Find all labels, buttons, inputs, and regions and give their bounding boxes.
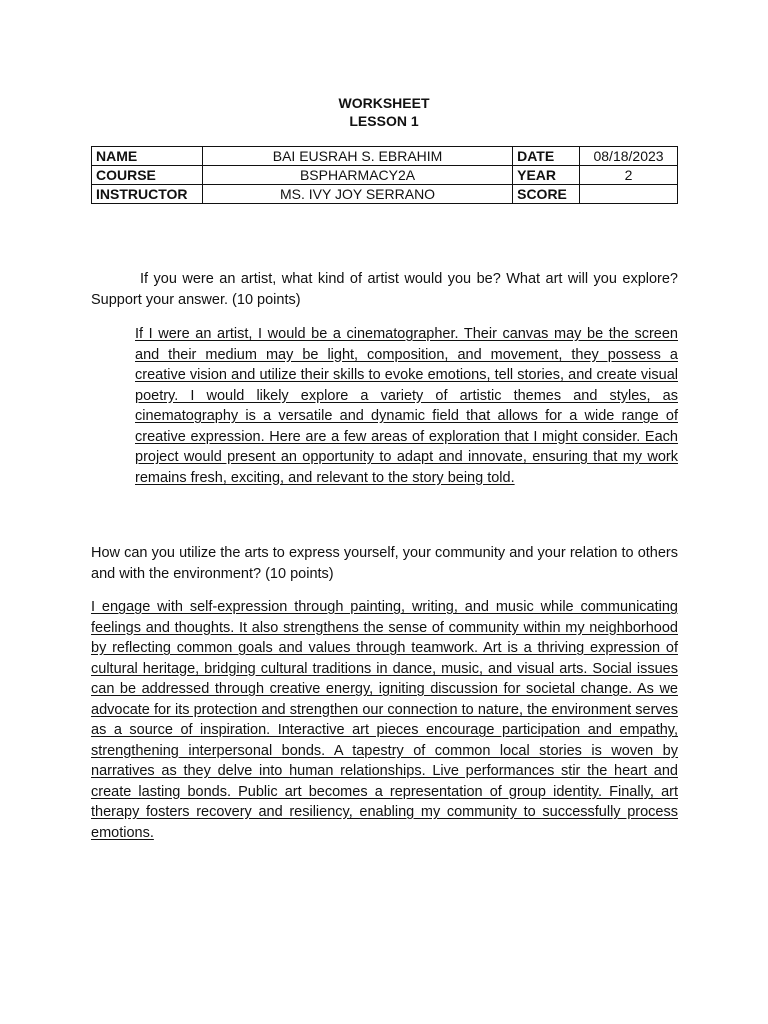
info-row-instructor [92, 185, 678, 204]
date-value: 08/18/2023 [580, 147, 678, 166]
question-1-prompt: If you were an artist, what kind of artist would you be? What art will you explore? Support your answer. (10 points) [91, 271, 678, 308]
worksheet-title [0, 94, 768, 130]
question-1-answer: If I were an artist, I would be a cinematographer. Their canvas may be the screen and their medium may be light, composition, and movement, they possess a creative vision and utilize their skills to evoke emotions, tell stories, and create visual poetry. I would likely explore a variety of artistic themes and styles, as cinematography is a versatile and dynamic field that allows for a wide range of creative expression. Here are a few areas of exploration that I might consider. Each project would present an opportunity to adapt and innovate, ensuring that my work remains fresh, exciting, and relevant to the story being told. [135, 326, 678, 486]
course-value: BSPHARMACY2A [202, 166, 512, 185]
question-2-prompt: How can you utilize the arts to express yourself, your community and your relation to others and with the environment? (10 points) [91, 545, 678, 582]
title-line-lesson: LESSON 1 [349, 113, 419, 129]
instructor-label: INSTRUCTOR [92, 185, 203, 204]
score-value [580, 185, 678, 204]
year-value: 2 [580, 166, 678, 185]
instructor-value: MS. IVY JOY SERRANO [202, 185, 512, 204]
name-value: BAI EUSRAH S. EBRAHIM [202, 147, 512, 166]
question-2-answer: I engage with self-expression through painting, writing, and music while communicating feelings and thoughts. It also strengthens the sense of community within my neighborhood by reflecting common goals and values through teamwork. Art is a thriving expression of cultural heritage, bridging cultural traditions in dance, music, and visual arts. Social issues can be addressed through creative energy, igniting discussion for societal change. As we advocate for its protection and strengthen our connection to nature, the environment serves as a source of inspiration. Interactive art pieces encourage participation and empathy, strengthening interpersonal bonds. A tapestry of common local stories is woven by narratives as they delve into human relationships. Live performances stir the heart and create lasting bonds. Public art becomes a representation of group identity. Finally, art therapy fosters recovery and resiliency, enabling my community to successfully process emotions. [91, 599, 678, 841]
date-label: DATE [513, 147, 580, 166]
year-label: YEAR [513, 166, 580, 185]
name-label: NAME [92, 147, 203, 166]
score-label: SCORE [513, 185, 580, 204]
info-row-course [92, 166, 678, 185]
title-line-worksheet: WORKSHEET [338, 95, 430, 111]
info-row-name [92, 147, 678, 166]
student-info-table [91, 146, 678, 204]
course-label: COURSE [92, 166, 203, 185]
